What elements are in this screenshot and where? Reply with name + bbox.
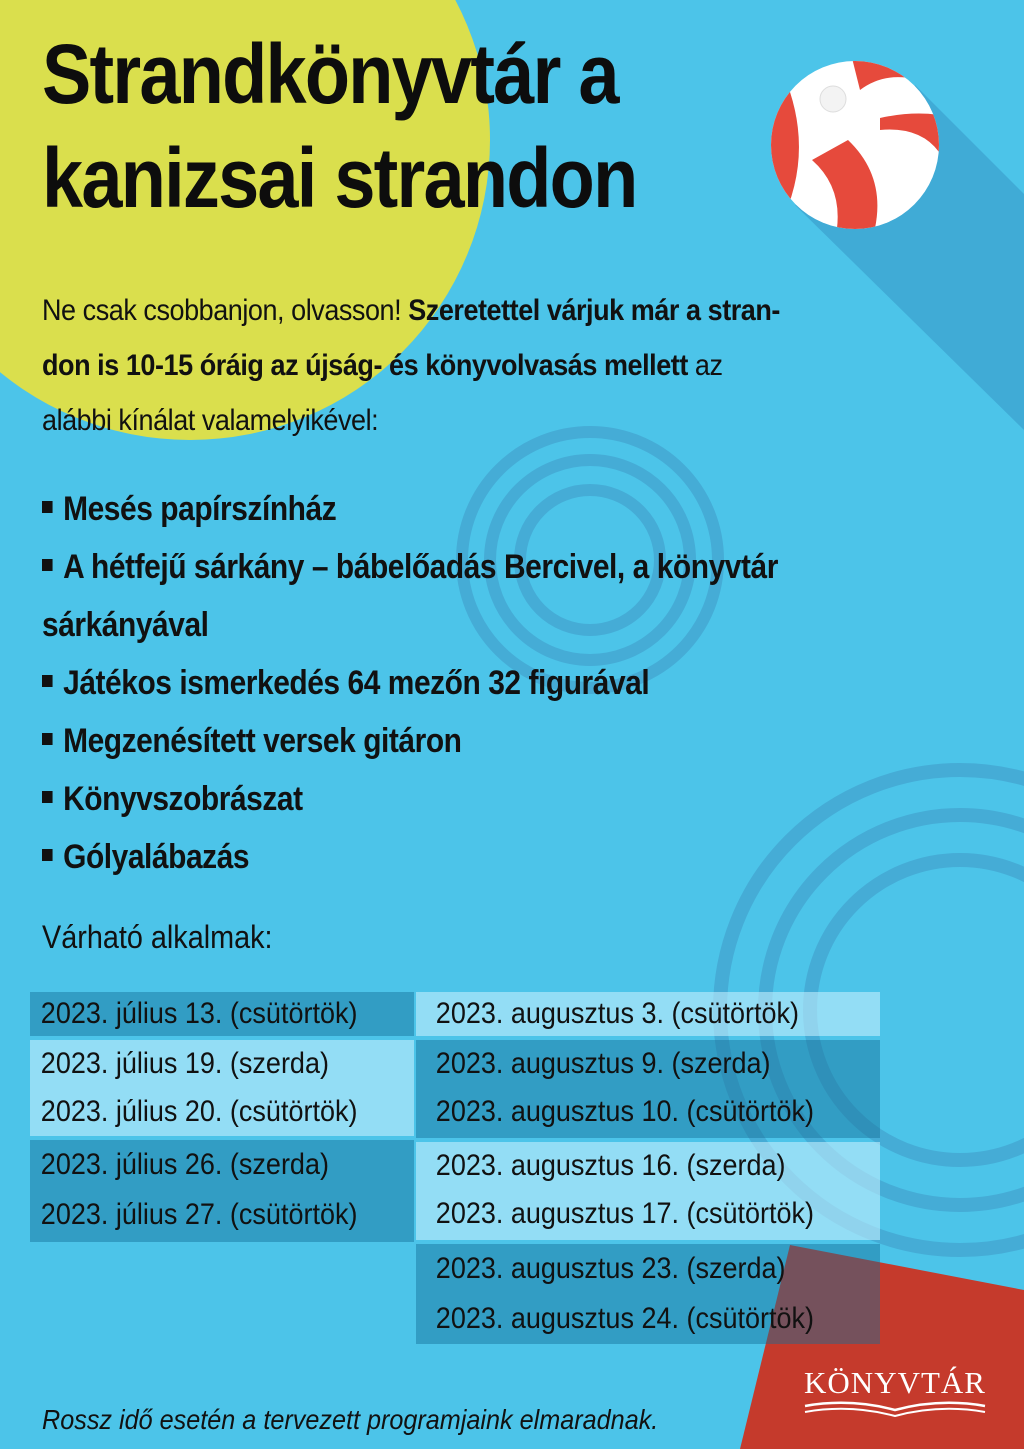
offer-item <box>42 654 922 712</box>
date-group-right-2 <box>416 1040 880 1138</box>
offer-text: Megzenésített versek gitáron <box>63 722 462 760</box>
offer-item <box>42 538 922 654</box>
library-logo <box>800 1366 990 1427</box>
intro-bold-1: Szeretettel várjuk már a stran- <box>408 294 780 327</box>
offer-text: Gólyalábazás <box>63 838 250 876</box>
date-group-left-2 <box>30 1040 414 1136</box>
offer-text: A hétfejű sárkány – bábelőadás Bercivel, a könyvtár <box>63 548 778 586</box>
date-row: 2023. július 20. (csütörtök) <box>40 1095 358 1128</box>
offer-list <box>42 480 922 886</box>
intro-bold-2: don is 10-15 óráig az újság- és könyvolvasás mellett <box>42 349 688 382</box>
date-row: 2023. július 26. (szerda) <box>40 1148 329 1181</box>
offer-text: Játékos ismerkedés 64 mezőn 32 figurával <box>63 664 650 702</box>
logo-text: KÖNYVTÁR <box>804 1365 986 1400</box>
date-row: 2023. július 19. (szerda) <box>40 1047 329 1080</box>
intro-paragraph <box>42 283 978 448</box>
offer-text-continuation: sárkányával <box>42 606 209 644</box>
date-group-left-3 <box>30 1140 414 1242</box>
date-row: 2023. augusztus 24. (csütörtök) <box>435 1302 815 1335</box>
date-row: 2023. augusztus 23. (szerda) <box>435 1252 786 1285</box>
square-bullet-icon <box>42 559 53 571</box>
offer-item <box>42 480 922 538</box>
date-row: 2023. augusztus 17. (csütörtök) <box>435 1197 815 1230</box>
weather-note: Rossz idő esetén a tervezett programjaink elmaradnak. <box>42 1404 659 1435</box>
open-book-icon <box>800 1400 990 1422</box>
title-line-2: kanizsai strandon <box>42 131 637 225</box>
offer-text: Könyvszobrászat <box>63 780 303 818</box>
date-row: 2023. július 13. (csütörtök) <box>40 997 358 1030</box>
square-bullet-icon <box>42 849 53 861</box>
offer-item <box>42 712 922 770</box>
offer-item <box>42 828 922 886</box>
offer-text: Mesés papírszínház <box>63 490 337 528</box>
square-bullet-icon <box>42 501 53 513</box>
dates-heading: Várható alkalmak: <box>42 919 273 955</box>
square-bullet-icon <box>42 733 53 745</box>
offer-item <box>42 770 922 828</box>
poster-title <box>42 22 693 230</box>
date-group-right-3 <box>416 1142 880 1240</box>
date-row: 2023. július 27. (csütörtök) <box>40 1198 358 1231</box>
date-group-right-1 <box>416 992 880 1036</box>
title-line-1: Strandkönyvtár a <box>42 27 618 121</box>
intro-text: Ne csak csobbanjon, olvasson! <box>42 294 409 327</box>
square-bullet-icon <box>42 675 53 687</box>
date-group-left-1 <box>30 992 414 1036</box>
date-row: 2023. augusztus 9. (szerda) <box>435 1047 771 1080</box>
square-bullet-icon <box>42 791 53 803</box>
intro-text-3: alábbi kínálat valamelyikével: <box>42 404 379 437</box>
date-row: 2023. augusztus 3. (csütörtök) <box>435 997 800 1030</box>
date-group-right-4 <box>416 1244 880 1344</box>
date-row: 2023. augusztus 10. (csütörtök) <box>435 1095 815 1128</box>
date-row: 2023. augusztus 16. (szerda) <box>435 1149 786 1182</box>
intro-text-2: az <box>687 349 723 382</box>
